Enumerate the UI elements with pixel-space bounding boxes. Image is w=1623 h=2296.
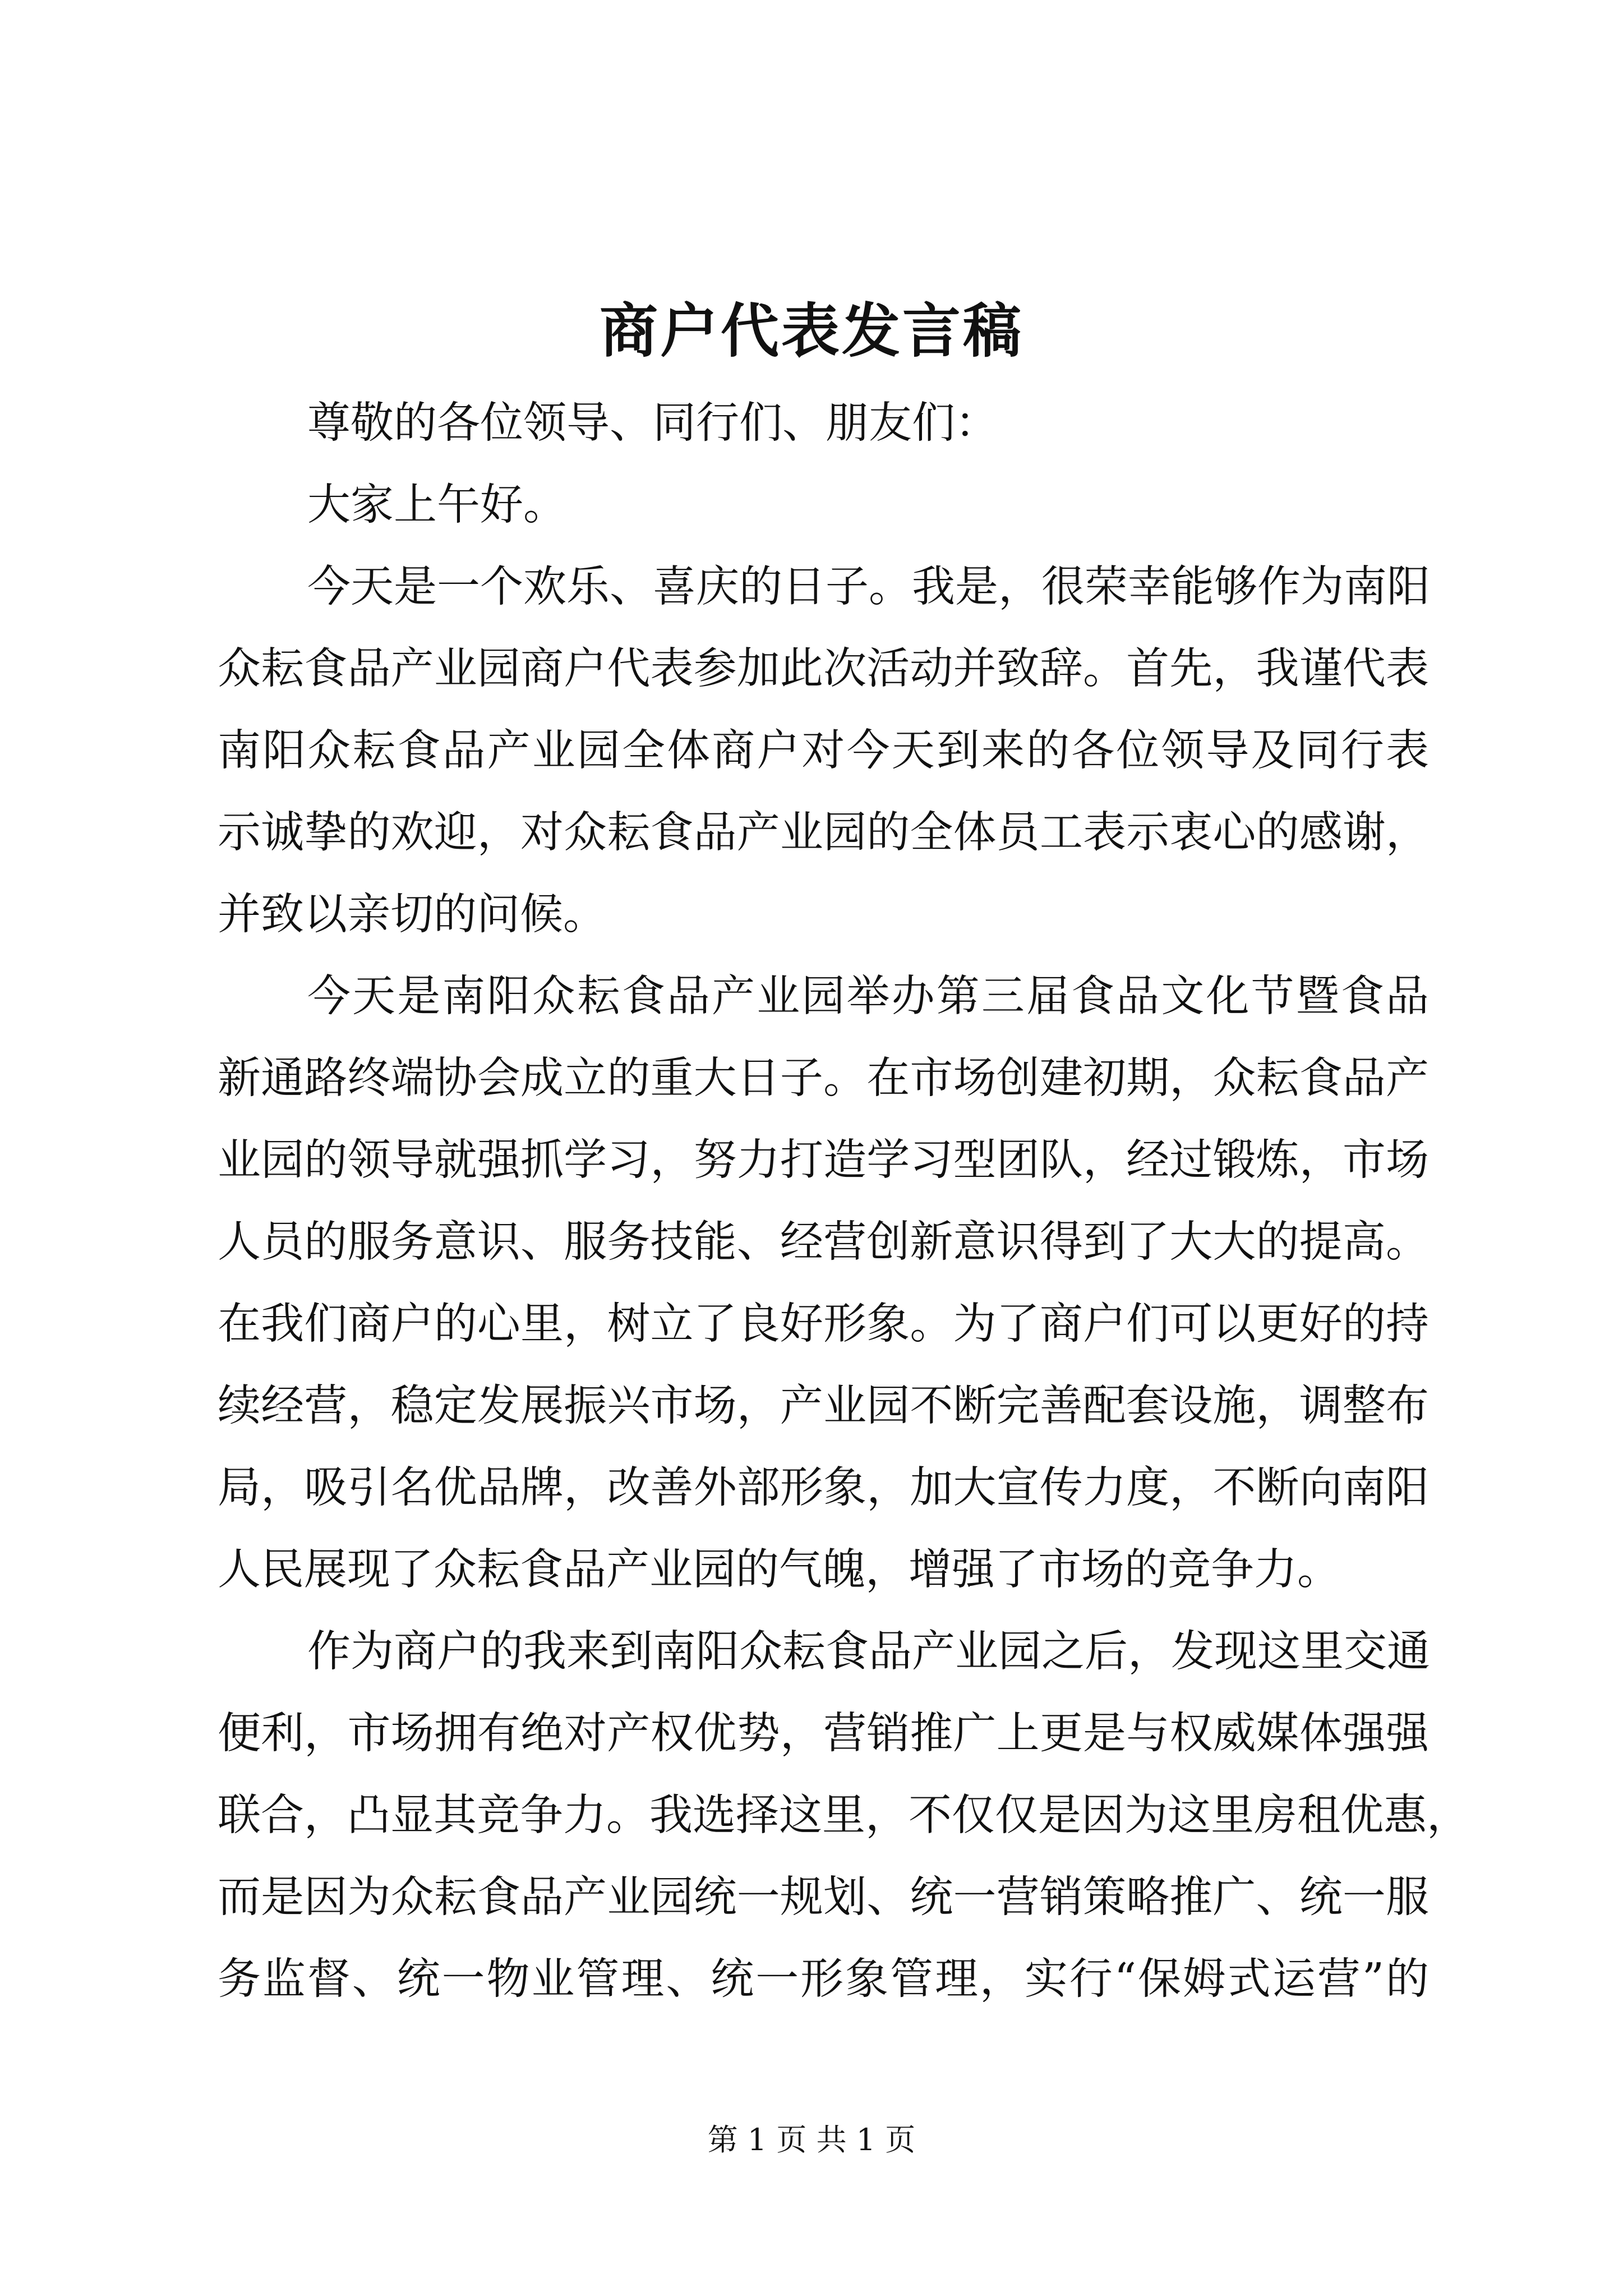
text-line: 而是因为众耘食品产业园统一规划、统一营销策略推广、统一服 [218,1872,1429,1922]
text-line: 续经营，稳定发展振兴市场，产业园不断完善配套设施，调整布 [218,1381,1429,1431]
text-line: 南阳众耘食品产业园全体商户对今天到来的各位领导及同行表 [218,726,1429,776]
document-body [218,383,1470,2021]
document-title: 商户代表发言稿 [599,296,1023,365]
text-line: 并致以亲切的问候。 [218,890,606,940]
text-line: 示诚挚的欢迎，对众耘食品产业园的全体员工表示衷心的感谢， [218,808,1429,858]
text-line: 人民展现了众耘食品产业园的气魄，增强了市场的竞争力。 [218,1545,1340,1595]
text-line: 新通路终端协会成立的重大日子。在市场创建初期，众耘食品产 [218,1053,1429,1103]
text-line: 便利，市场拥有绝对产权优势，营销推广上更是与权威媒体强强 [218,1709,1429,1759]
text-line: 尊敬的各位领导、同行们、朋友们： [307,398,998,448]
text-line: 作为商户的我来到南阳众耘食品产业园之后，发现这里交通 [307,1627,1430,1677]
text-line: 今天是一个欢乐、喜庆的日子。我是，很荣幸能够作为南阳 [307,562,1430,612]
text-line: 今天是南阳众耘食品产业园举办第三届食品文化节暨食品 [307,972,1429,1022]
text-line: 大家上午好。 [307,480,566,530]
text-line: 人员的服务意识、服务技能、经营创新意识得到了大大的提高。 [218,1217,1429,1267]
text-line: 众耘食品产业园商户代表参加此次活动并致辞。首先，我谨代表 [218,644,1429,694]
page-footer: 第 1 页 共 1 页 [707,2122,916,2157]
text-line: 务监督、统一物业管理、统一形象管理，实行“保姆式运营”的 [218,1954,1429,2004]
text-line: 联合，凸显其竞争力。我选择这里，不仅仅是因为这里房租优惠， [218,1791,1470,1841]
text-line: 局，吸引名优品牌，改善外部形象，加大宣传力度，不断向南阳 [218,1463,1429,1513]
text-line: 业园的领导就强抓学习，努力打造学习型团队，经过锻炼，市场 [218,1135,1429,1185]
text-line: 在我们商户的心里，树立了良好形象。为了商户们可以更好的持 [218,1299,1429,1349]
